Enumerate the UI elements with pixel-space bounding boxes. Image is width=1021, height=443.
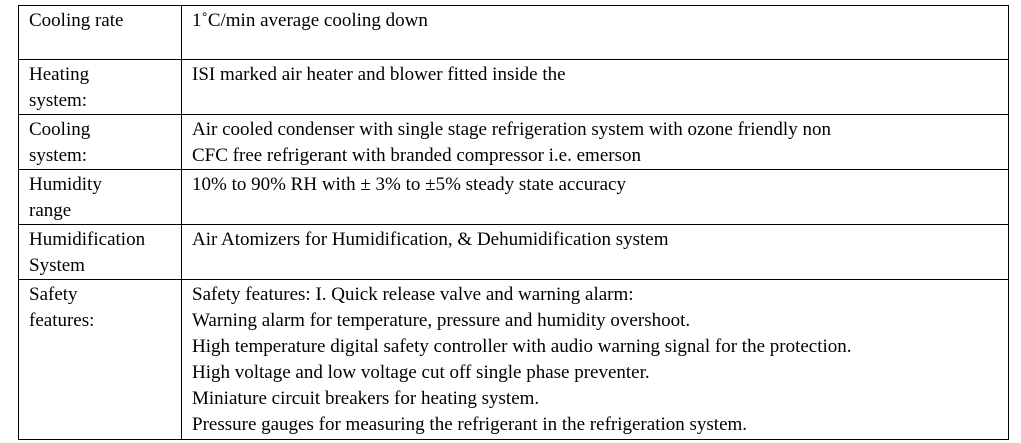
safety-features-value-line-4: High voltage and low voltage cut off single phase preventer.: [192, 362, 650, 383]
humidification-system-value-cell: [182, 225, 1009, 280]
safety-features-label-line-2: features:: [29, 310, 95, 331]
humidity-range-label-cell: [19, 170, 182, 225]
cooling-rate-label-cell: [19, 6, 182, 60]
cooling-system-label-line-2: system:: [29, 145, 88, 166]
cooling-rate-value-cell: [182, 6, 1009, 60]
humidification-system-value: Air Atomizers for Humidification, & Dehumidification system: [192, 229, 669, 250]
humidity-range-value: 10% to 90% RH with ± 3% to ±5% steady state accuracy: [192, 174, 626, 195]
specification-table: [18, 5, 1009, 440]
safety-features-value-cell: [182, 280, 1009, 440]
table-row-humidification-system: [19, 225, 1009, 280]
humidification-system-label-line-2: System: [29, 255, 85, 276]
cooling-rate-label: Cooling rate: [29, 10, 124, 31]
cooling-rate-value: 1˚C/min average cooling down: [192, 10, 428, 31]
table-row-cooling-rate: [19, 6, 1009, 60]
safety-features-label-cell: [19, 280, 182, 440]
cooling-system-label-cell: [19, 115, 182, 170]
safety-features-value-line-1: Safety features: I. Quick release valve and warning alarm:: [192, 284, 634, 305]
heating-system-value: ISI marked air heater and blower fitted inside the: [192, 64, 566, 85]
cooling-system-value-line-1: Air cooled condenser with single stage refrigeration system with ozone friendly non: [192, 119, 831, 140]
safety-features-value-line-3: High temperature digital safety controller with audio warning signal for the protection.: [192, 336, 852, 357]
table-row-cooling-system: [19, 115, 1009, 170]
humidity-range-label-line-1: Humidity: [29, 174, 102, 195]
heating-system-label-line-1: Heating: [29, 64, 90, 85]
humidification-system-label-cell: [19, 225, 182, 280]
safety-features-value-line-5: Miniature circuit breakers for heating system.: [192, 388, 540, 409]
table-row-heating-system: [19, 60, 1009, 115]
heating-system-label-line-2: system:: [29, 90, 88, 111]
cooling-system-value-cell: [182, 115, 1009, 170]
cooling-system-value-line-2: CFC free refrigerant with branded compressor i.e. emerson: [192, 145, 641, 166]
humidification-system-label-line-1: Humidification: [29, 229, 146, 250]
heating-system-value-cell: [182, 60, 1009, 115]
humidity-range-label-line-2: range: [29, 200, 72, 221]
table-row-safety-features: [19, 280, 1009, 440]
safety-features-value-line-2: Warning alarm for temperature, pressure and humidity overshoot.: [192, 310, 691, 331]
safety-features-label-line-1: Safety: [29, 284, 78, 305]
cooling-system-label-line-1: Cooling: [29, 119, 91, 140]
humidity-range-value-cell: [182, 170, 1009, 225]
safety-features-value-line-6: Pressure gauges for measuring the refrigerant in the refrigeration system.: [192, 414, 748, 435]
table-row-humidity-range: [19, 170, 1009, 225]
heating-system-label-cell: [19, 60, 182, 115]
